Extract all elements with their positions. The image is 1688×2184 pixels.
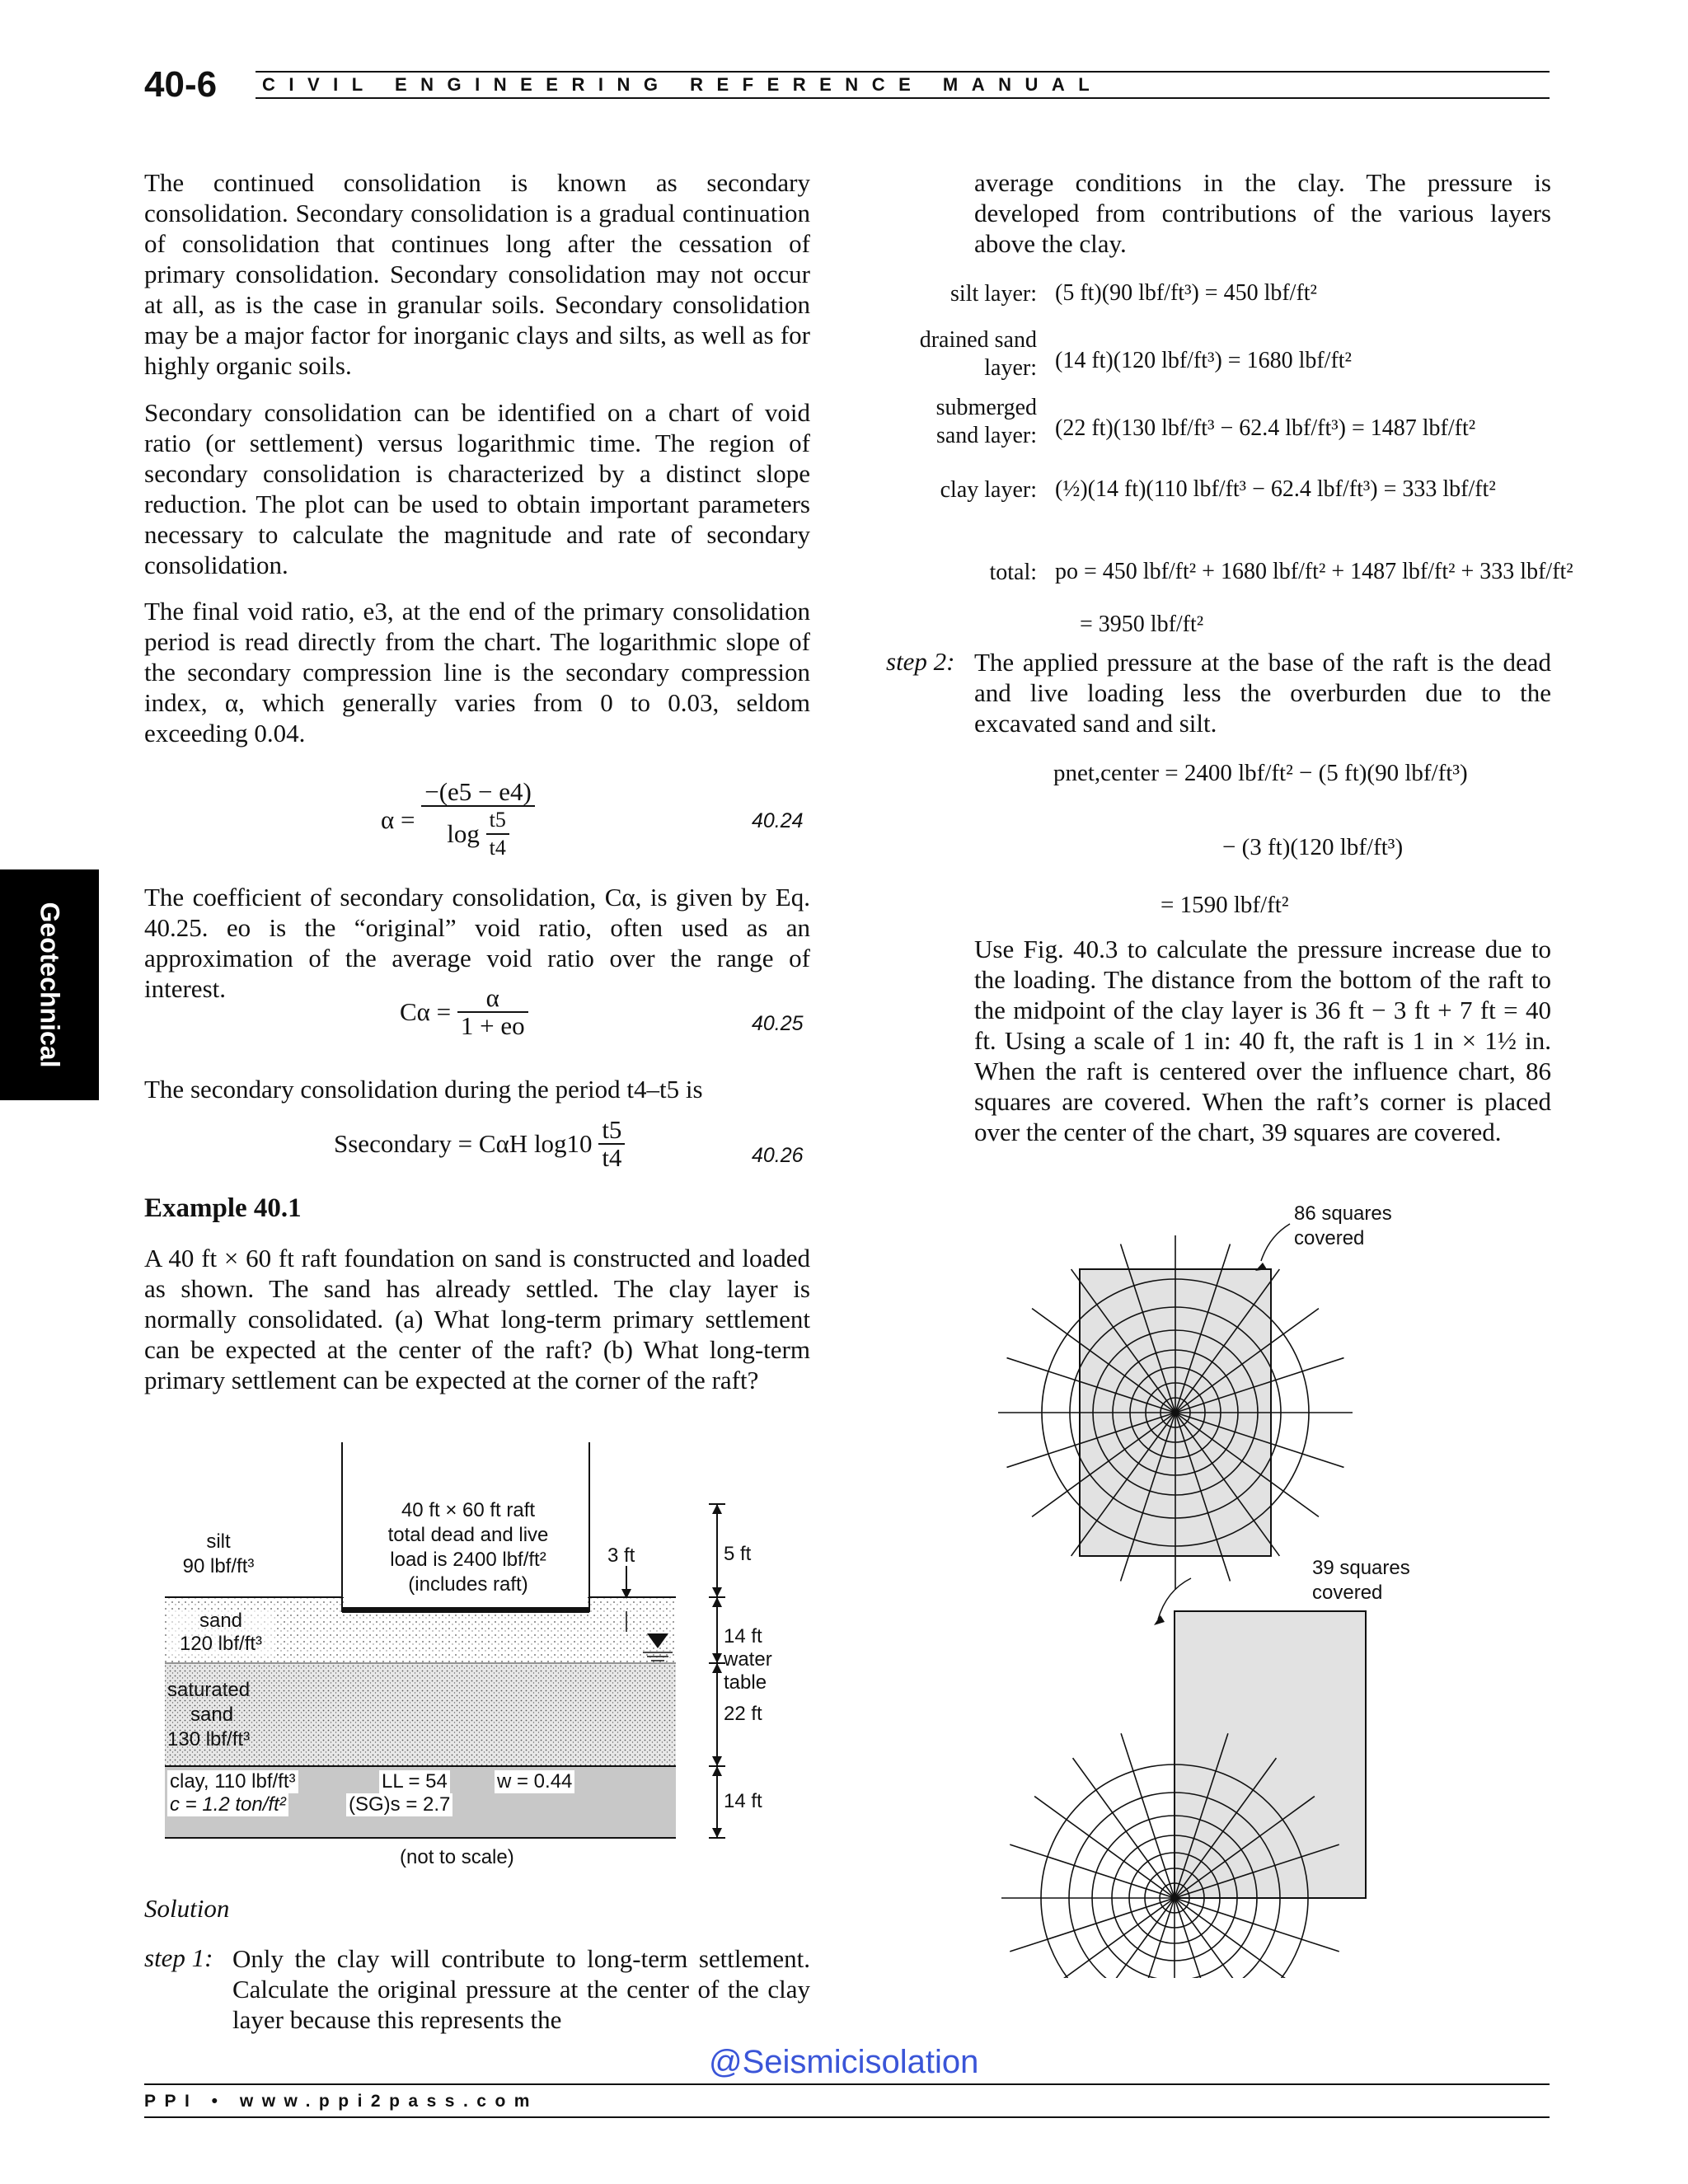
eq-lhs: α = <box>381 805 415 834</box>
dimension-label: 14 ft <box>724 1625 762 1647</box>
eq-lhs: Cα = <box>400 997 452 1026</box>
paragraph: The applied pressure at the base of the raft is the dead and live loading less the overburden due to the excavated sand and silt. <box>974 648 1551 738</box>
section-tab <box>0 869 99 1100</box>
layer-label: total: <box>989 560 1037 585</box>
equation-40-26 <box>334 1117 625 1171</box>
sat-label-line: 130 lbf/ft³ <box>167 1728 251 1750</box>
equation-number: 40.24 <box>752 809 804 832</box>
eq-numerator: t5 <box>598 1117 625 1145</box>
drained-sand-equation: (14 ft)(120 lbf/ft³) = 1680 lbf/ft² <box>1055 348 1352 373</box>
silt-label-line: silt <box>206 1530 231 1553</box>
raft-label-line: 40 ft × 60 ft raft <box>401 1499 536 1521</box>
layer-label: silt layer: <box>950 281 1037 307</box>
footer-text: PPI • www.ppi2pass.com <box>144 2092 538 2111</box>
eq-lhs: Ssecondary = CαH log10 <box>334 1129 593 1158</box>
label-line: covered <box>1294 1227 1365 1249</box>
section-tab-label: Geotechnical <box>35 902 65 1068</box>
total-result: = 3950 lbf/ft² <box>1080 612 1204 637</box>
w-label: w = 0.44 <box>495 1770 574 1793</box>
layer-label-line: sand layer: <box>935 423 1037 448</box>
dimension-label-group <box>724 1625 772 1694</box>
clay-label-line: c = 1.2 ton/ft² <box>167 1793 288 1816</box>
influence-ray <box>1073 1898 1175 1978</box>
layer-label: clay layer: <box>940 477 1037 503</box>
pnet-result: = 1590 lbf/ft² <box>1160 892 1289 918</box>
eq-denominator: t4 <box>602 1143 622 1172</box>
silt-equation: (5 ft)(90 lbf/ft³) = 450 lbf/ft² <box>1055 280 1317 306</box>
eq-log: log <box>447 819 480 848</box>
footer-rule-bottom <box>144 2116 1550 2118</box>
header-rule-bottom <box>256 97 1550 99</box>
step-label: step 2: <box>886 647 955 676</box>
eq-numerator: −(e5 − e4) <box>421 779 535 807</box>
dimension-label: 14 ft <box>724 1790 762 1812</box>
clay-properties <box>346 1770 452 1816</box>
dimension-label: 5 ft <box>724 1543 752 1565</box>
equation-40-25 <box>400 985 528 1039</box>
equation-40-24 <box>381 779 535 861</box>
ll-label: LL = 54 <box>379 1770 450 1793</box>
header-rule-top <box>256 71 1550 73</box>
eq-numerator: α <box>457 985 528 1013</box>
pnet-equation-line2: − (3 ft)(120 lbf/ft³) <box>1222 834 1404 860</box>
equation-number: 40.26 <box>752 1144 804 1167</box>
layer-label-line: drained sand <box>919 327 1037 353</box>
submerged-sand-equation: (22 ft)(130 lbf/ft³ − 62.4 lbf/ft³) = 1487 lbf/ft² <box>1055 415 1476 441</box>
figure-caption: (not to scale) <box>400 1846 514 1868</box>
paragraph: The coefficient of secondary consolidation, Cα, is given by Eq. 40.25. eo is the “original” void ratio, often used as an approximation of the average void ratio over the range of interest. <box>144 883 810 1003</box>
sand-label <box>167 1610 274 1656</box>
equation-number: 40.25 <box>752 1012 804 1035</box>
silt-label <box>165 1530 272 1579</box>
sand-label-line: sand <box>199 1610 243 1632</box>
clay-label <box>167 1770 298 1816</box>
footer-rule-top <box>144 2083 1550 2085</box>
water-table-label: table <box>724 1671 767 1694</box>
label-line: covered <box>1312 1582 1383 1604</box>
raft-label <box>345 1498 592 1597</box>
step-label: step 1: <box>144 1943 213 1972</box>
water-table-label: water <box>724 1648 772 1671</box>
pnet-equation-line1: pnet,center = 2400 lbf/ft² − (5 ft)(90 lbf/ft³) <box>1053 760 1468 786</box>
silt-label-line: 90 lbf/ft³ <box>182 1555 255 1577</box>
page-number: 40-6 <box>144 64 218 105</box>
eq-t5: t5 <box>486 807 509 835</box>
saturated-sand-label <box>167 1678 274 1752</box>
sat-label-line: sand <box>190 1704 234 1726</box>
example-heading: Example 40.1 <box>144 1193 302 1223</box>
eq-denominator: 1 + eo <box>460 1011 525 1040</box>
paragraph: The final void ratio, e3, at the end of the primary consolidation period is read directly from the chart. The logarithmic slope of the secondary compression line is the secondary compression index, α, which generally varies from 0 to 0.03, seldom exceeding 0.04. <box>144 597 810 748</box>
paragraph: A 40 ft × 60 ft raft foundation on sand is constructed and loaded as shown. The sand has already settled. The clay layer is normally consolidated. (a) What long-term primary settlement can be expected at the center of the raft? (b) What long-term primary settlement can be expected at the corner of the raft? <box>144 1244 810 1394</box>
layer-label <box>874 326 1037 382</box>
paragraph: The secondary consolidation during the period t4–t5 is <box>144 1075 703 1104</box>
layer-label <box>874 394 1037 450</box>
paragraph: Secondary consolidation can be identified on a chart of void ratio (or settlement) versus logarithmic time. The region of secondary consolidation is characterized by a distinct slope reduction. The plot can be used to obtain important parameters necessary to calculate the magnitude and rate of secondary consolidation. <box>144 398 810 579</box>
raft-label-line: (includes raft) <box>408 1573 528 1596</box>
dimension-label: 22 ft <box>724 1703 762 1725</box>
layer-label-line: submerged <box>935 395 1037 420</box>
influence-ray <box>1034 1797 1175 1898</box>
raft-label-line: total dead and live <box>387 1524 549 1546</box>
solution-heading: Solution <box>144 1894 230 1923</box>
influence-ray <box>1175 1898 1276 1978</box>
influence-chart-centered <box>998 1235 1353 1590</box>
clay-equation: (½)(14 ft)(110 lbf/ft³ − 62.4 lbf/ft³) = 333 lbf/ft² <box>1055 476 1496 502</box>
sg-label: (SG)s = 2.7 <box>346 1793 452 1816</box>
label-86-squares <box>1294 1202 1392 1251</box>
excavation-depth-label: 3 ft <box>607 1544 635 1567</box>
paragraph: average conditions in the clay. The pressure is developed from contributions of the various layers above the clay. <box>974 168 1551 258</box>
paragraph: Use Fig. 40.3 to calculate the pressure increase due to the loading. The distance from the bottom of the raft to the midpoint of the clay layer is 36 ft − 3 ft + 7 ft = 40 ft. Using a scale of 1 in: 40 ft, the raft is 1 in × 1½ in. When the raft is centered over the influence chart, 86 squares are covered. When the raft’s corner is placed over the center of the chart, 39 squares are covered. <box>974 935 1551 1146</box>
paragraph: The continued consolidation is known as secondary consolidation. Secondary consolidation is a gradual continuation of consolidation that continues long after the cessation of primary consolidation. Secondary consolidation may not occur at all, as is the case in granular soils. Secondary consolidation may be a major factor for inorganic clays and silts, as well as for highly organic soils. <box>144 168 810 380</box>
sand-label-line: 120 lbf/ft³ <box>179 1633 263 1655</box>
watermark: @Seismicisolation <box>709 2044 979 2080</box>
running-header: CIVIL ENGINEERING REFERENCE MANUAL <box>262 74 1104 95</box>
clay-label-line: clay, 110 lbf/ft³ <box>167 1770 298 1793</box>
label-line: 86 squares <box>1294 1202 1392 1225</box>
label-line: 39 squares <box>1312 1557 1410 1579</box>
influence-ray <box>1073 1758 1175 1898</box>
layer-label-line: layer: <box>984 355 1037 381</box>
eq-t4: t4 <box>489 836 506 860</box>
raft-label-line: load is 2400 lbf/ft² <box>390 1549 546 1571</box>
paragraph: Only the clay will contribute to long-term settlement. Calculate the original pressure at the center of the clay layer because this represents the <box>232 1944 810 2034</box>
sat-label-line: saturated <box>167 1679 251 1701</box>
label-39-squares <box>1312 1556 1410 1605</box>
total-equation: po = 450 lbf/ft² + 1680 lbf/ft² + 1487 lbf/ft² + 333 lbf/ft² <box>1055 559 1573 584</box>
